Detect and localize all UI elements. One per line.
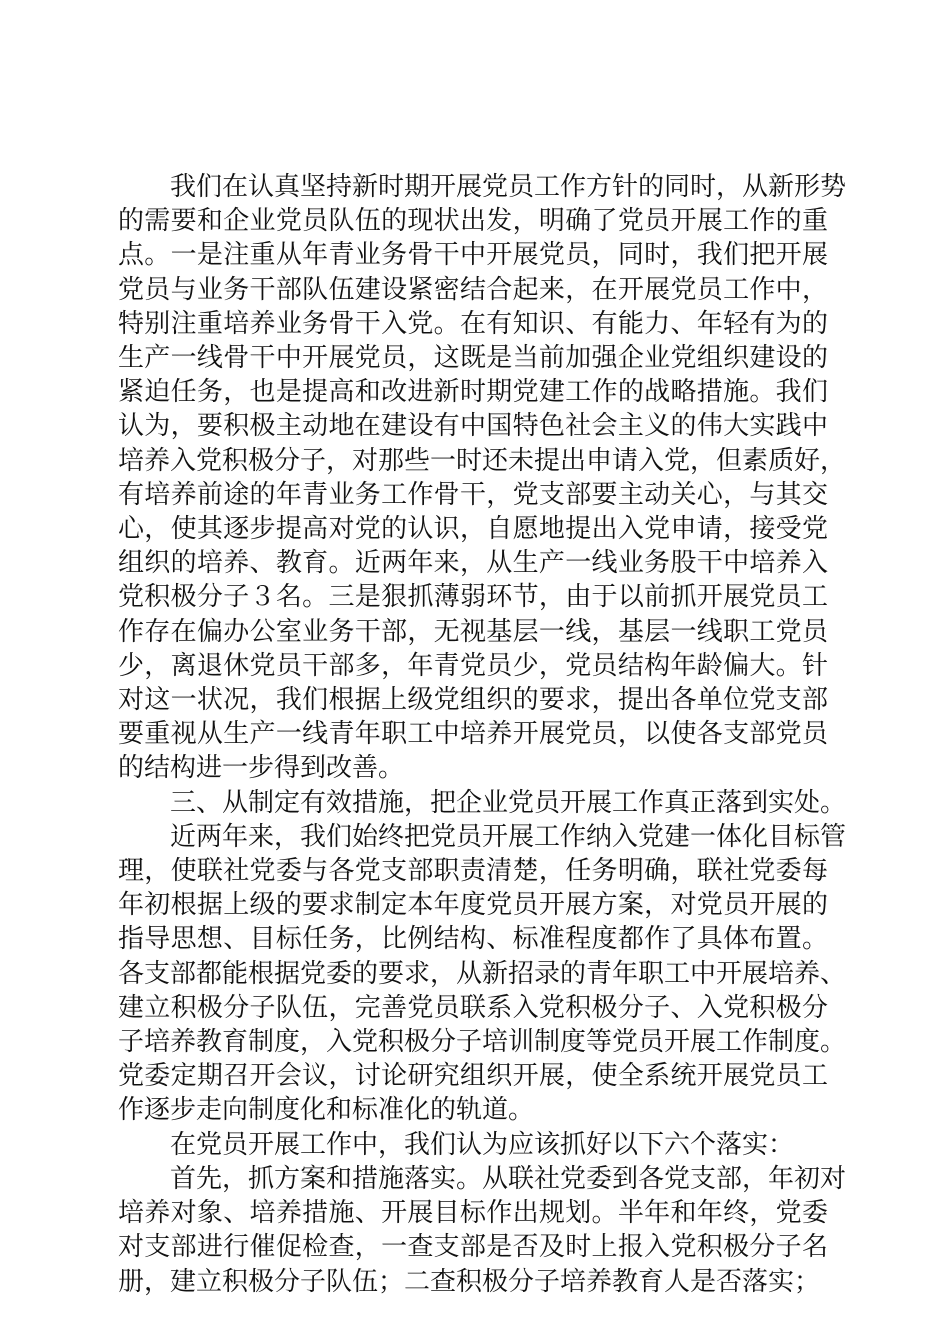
text-line: 对支部进行催促检查，一查支部是否及时上报入党积极分子名: [118, 1232, 828, 1263]
text-line: 的需要和企业党员队伍的现状出发，明确了党员开展工作的重: [118, 206, 828, 237]
text-line: 建立积极分子队伍，完善党员联系入党积极分子、入党积极分: [118, 992, 828, 1023]
text-line: 作存在偏办公室业务干部，无视基层一线，基层一线职工党员: [118, 616, 828, 647]
text-line: 在党员开展工作中，我们认为应该抓好以下六个落实：: [170, 1129, 795, 1160]
text-line: 紧迫任务，也是提高和改进新时期党建工作的战略措施。我们: [118, 377, 828, 408]
document-body: [118, 170, 847, 1299]
text-line: 党员与业务干部队伍建设紧密结合起来，在开展党员工作中，: [118, 274, 828, 305]
text-line: 组织的培养、教育。近两年来，从生产一线业务股干中培养入: [118, 548, 828, 579]
text-line: 对这一状况，我们根据上级党组织的要求，提出各单位党支部: [118, 685, 828, 716]
text-line: 党委定期召开会议，讨论研究组织开展，使全系统开展党员工: [118, 1061, 828, 1092]
text-line: 首先，抓方案和措施落实。从联社党委到各党支部，年初对: [170, 1163, 847, 1194]
text-line: 近两年来，我们始终把党员开展工作纳入党建一体化目标管: [170, 821, 847, 852]
text-line: 的结构进一步得到改善。: [118, 753, 405, 784]
text-line: 各支部都能根据党委的要求，从新招录的青年职工中开展培养、: [118, 958, 847, 989]
text-line: 少，离退休党员干部多，年青党员少，党员结构年龄偏大。针: [118, 650, 828, 681]
text-line: 有培养前途的年青业务工作骨干，党支部要主动关心，与其交: [118, 479, 828, 510]
text-line: 点。一是注重从年青业务骨干中开展党员，同时，我们把开展: [118, 240, 828, 271]
text-line: 培养对象、培养措施、开展目标作出规划。半年和年终，党委: [118, 1198, 828, 1229]
text-line: 党积极分子３名。三是狠抓薄弱环节，由于以前抓开展党员工: [118, 582, 828, 613]
paragraph: [118, 820, 847, 1128]
text-line: 我们在认真坚持新时期开展党员工作方针的同时，从新形势: [170, 172, 847, 202]
paragraph: [118, 1128, 828, 1162]
text-line: 册，建立积极分子队伍；二查积极分子培养教育人是否落实；: [118, 1266, 821, 1297]
text-line: 作逐步走向制度化和标准化的轨道。: [118, 1095, 535, 1126]
text-line: 生产一线骨干中开展党员，这既是当前加强企业党组织建设的: [118, 343, 828, 374]
paragraph: [118, 170, 847, 786]
paragraph: [118, 1162, 847, 1299]
text-line: 心，使其逐步提高对党的认识，自愿地提出入党申请，接受党: [118, 514, 828, 545]
text-line: 认为，要积极主动地在建设有中国特色社会主义的伟大实践中: [118, 411, 828, 442]
text-line: 特别注重培养业务骨干入党。在有知识、有能力、年轻有为的: [118, 308, 828, 339]
text-line: 理，使联社党委与各党支部职责清楚，任务明确，联社党委每: [118, 856, 828, 887]
text-line: 三、从制定有效措施，把企业党员开展工作真正落到实处。: [170, 787, 847, 818]
text-line: 要重视从生产一线青年职工中培养开展党员，以使各支部党员: [118, 719, 828, 750]
text-line: 子培养教育制度，入党积极分子培训制度等党员开展工作制度。: [118, 1027, 847, 1058]
text-line: 年初根据上级的要求制定本年度党员开展方案，对党员开展的: [118, 890, 828, 921]
paragraph: [118, 786, 847, 820]
text-line: 指导思想、目标任务，比例结构、标准程度都作了具体布置。: [118, 924, 828, 955]
text-line: 培养入党积极分子，对那些一时还未提出申请入党，但素质好，: [118, 445, 847, 476]
